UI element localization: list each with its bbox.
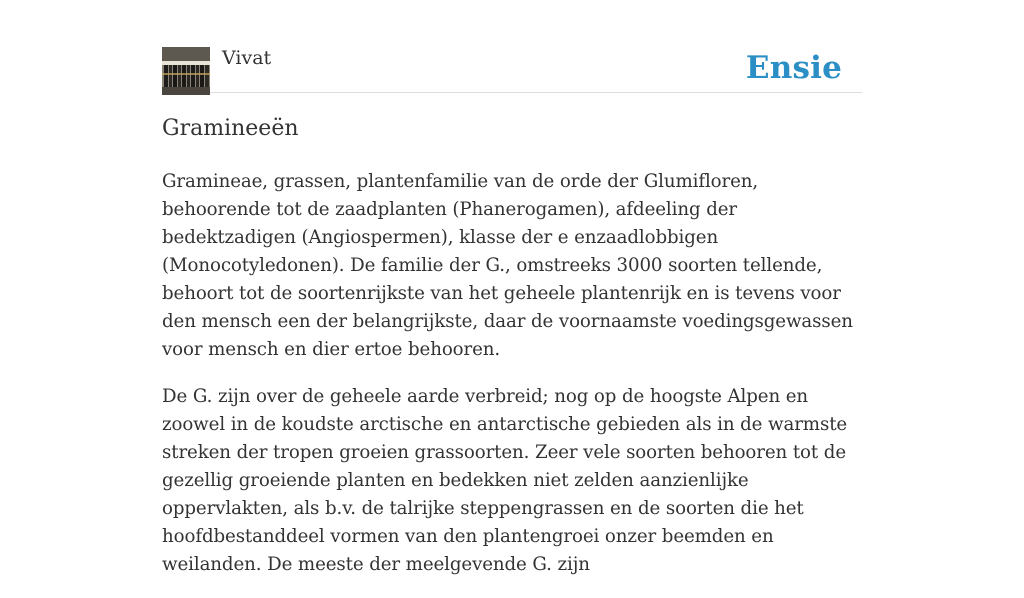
- avatar[interactable]: [162, 47, 210, 95]
- article-body: [162, 168, 864, 598]
- paragraph: De G. zijn over de geheele aarde verbreid; nog op de hoogste Alpen en zoowel in de koudste arctische en antarctische gebieden als in de warmste streken der tropen groeien grassoorten. Zeer vele soorten behooren tot de gezellig groeiende planten en bedekken niet zelden aanzienlijke oppervlakten, als b.v. de talrijke steppengrassen en de soorten die het hoofdbestanddeel vormen van den plantengroei onzer beemden en weilanden. De meeste der meelgevende G. zijn: [162, 386, 848, 575]
- paragraph: Gramineae, grassen, plantenfamilie van de orde der Glumifloren, behoorende tot de zaadplanten (Phanerogamen), afdeeling der bedektzadigen (Angiospermen), klasse der e enzaadlobbigen (Monocotyledonen). De familie der G., omstreeks 3000 soorten tellende, behoort tot de soortenrijkste van het geheele plantenrijk en is tevens voor den mensch een der belangrijkste, daar de voornaamste voedingsgewassen voor mensch en dier ertoe behooren.: [162, 171, 853, 360]
- page-title: Gramineeën: [162, 116, 299, 141]
- source-name[interactable]: Vivat: [222, 47, 272, 69]
- header: [162, 46, 862, 93]
- brand-logo[interactable]: Ensie: [745, 50, 842, 86]
- books-icon: [162, 47, 210, 95]
